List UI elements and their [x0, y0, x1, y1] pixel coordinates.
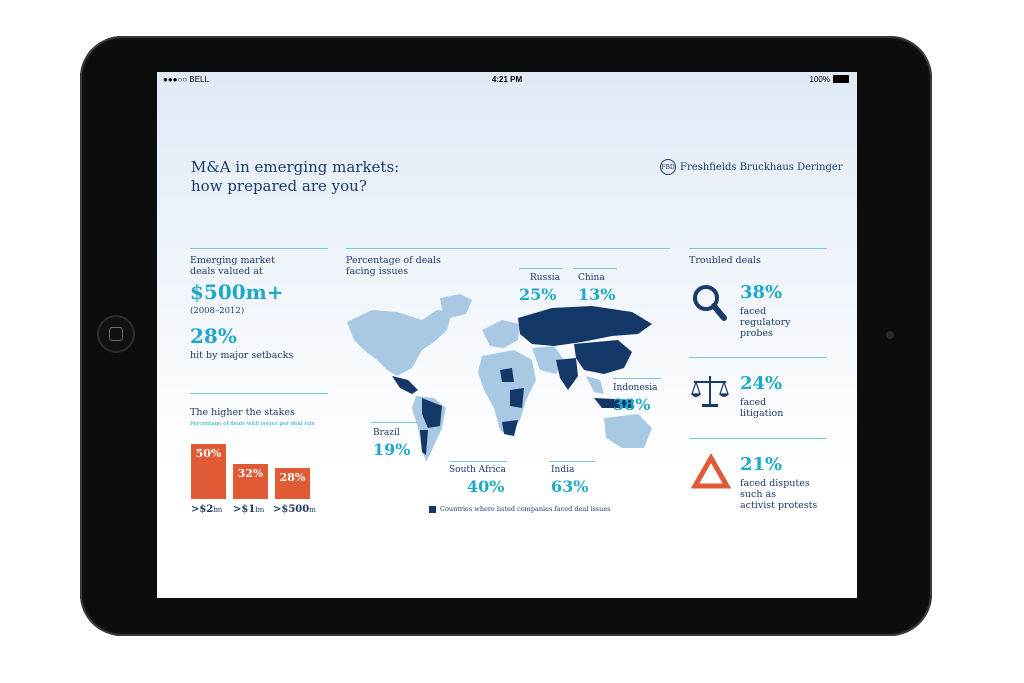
callout-line [573, 268, 617, 269]
callout-line [519, 268, 563, 269]
probe-pct: 38% [740, 282, 783, 303]
south-africa-pct: 40% [467, 477, 505, 496]
bar-500m: 28% [275, 468, 310, 499]
nigeria-region [500, 368, 514, 382]
indonesia-label: Indonesia [613, 383, 658, 393]
mexico [392, 376, 418, 394]
callout-line [449, 461, 507, 462]
deal-value: $500m+ [190, 280, 284, 304]
china-label: China [578, 273, 605, 283]
china [574, 340, 632, 374]
north-america [347, 310, 452, 376]
brazil-pct: 19% [373, 440, 411, 459]
setback-label: hit by major setbacks [190, 350, 294, 361]
screen [157, 72, 857, 598]
south-africa-label: South Africa [449, 465, 506, 475]
india [556, 358, 578, 390]
china-pct: 13% [578, 285, 616, 304]
map-title: Percentage of deals facing issues [346, 255, 441, 277]
bar-label-500m: >$500m [273, 504, 316, 515]
magnifier-icon [692, 284, 728, 328]
home-button[interactable] [97, 315, 135, 353]
legend-text: Countries where listed companies faced deal issues [440, 505, 611, 513]
litigation-pct: 24% [740, 373, 783, 394]
carrier-label: ●●●○○ BELL [163, 75, 209, 84]
callout-line [371, 422, 417, 423]
setback-pct: 28% [190, 324, 237, 348]
clock: 4:21 PM [491, 75, 523, 84]
bar-label-1bn: >$1bn [233, 504, 265, 515]
callout-line [549, 461, 595, 462]
period: (2008–2012) [190, 306, 245, 316]
dispute-text: faced disputes such as activist protests [740, 478, 818, 511]
battery-label: 100% [809, 75, 830, 84]
stakes-subtitle: Percentage of deals with issues per deal size [190, 421, 315, 427]
south-africa [502, 420, 518, 436]
se-asia [586, 376, 604, 394]
central-africa [510, 388, 524, 408]
camera [886, 331, 894, 339]
litigation-text: faced litigation [740, 397, 784, 419]
brand-logo [660, 159, 843, 175]
warning-triangle-icon [691, 454, 731, 490]
title-line-2: how prepared are you? [191, 177, 367, 195]
battery-indicator [810, 75, 849, 84]
russia [518, 306, 652, 346]
divider [346, 248, 670, 249]
brand-name: Freshfields Bruckhaus Deringer [680, 161, 843, 173]
indonesia-pct: 38% [613, 395, 651, 414]
scales-icon [690, 374, 730, 410]
battery-icon [833, 75, 849, 83]
dispute-pct: 21% [740, 454, 783, 475]
divider [689, 357, 827, 358]
divider [689, 438, 827, 439]
map-legend [429, 505, 611, 513]
divider [689, 248, 827, 249]
legend-swatch [429, 506, 436, 513]
australia [604, 414, 652, 448]
bar-1bn: 32% [233, 464, 268, 499]
status-bar [157, 72, 857, 88]
seal-icon: FBD [660, 159, 676, 175]
india-label: India [551, 465, 575, 475]
probe-text: faced regulatory probes [740, 306, 791, 339]
stakes-title: The higher the stakes [190, 407, 295, 418]
bar-2bn: 50% [191, 444, 226, 499]
page-title [191, 158, 399, 196]
troubled-title: Troubled deals [689, 255, 761, 266]
divider [190, 393, 328, 394]
title-line-1: M&A in emerging markets: [191, 158, 400, 176]
russia-pct: 25% [519, 285, 557, 304]
russia-label: Russia [530, 273, 561, 283]
brazil-label: Brazil [373, 428, 400, 438]
callout-line [613, 378, 661, 379]
bar-label-2bn: >$2bn [191, 504, 223, 515]
divider [190, 248, 328, 249]
europe [482, 320, 520, 348]
india-pct: 63% [551, 477, 589, 496]
deals-label: Emerging market deals valued at [190, 255, 275, 277]
